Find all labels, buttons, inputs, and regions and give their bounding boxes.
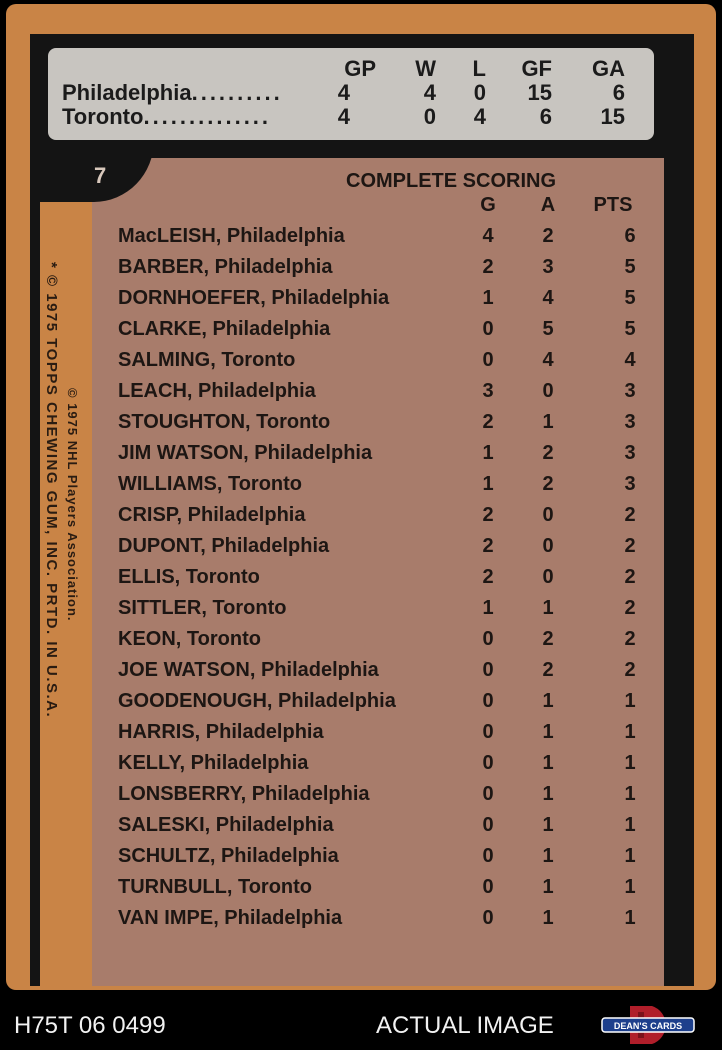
player-goals: 1 [482,287,494,309]
player-goals: 0 [482,783,494,805]
player-assists: 0 [542,504,554,526]
player-row [0,287,722,318]
player-row [0,566,722,597]
player-goals: 1 [482,442,494,464]
player-row [0,411,722,442]
player-name: BARBER, Philadelphia [118,256,333,278]
player-name: WILLIAMS, Toronto [118,473,303,495]
player-assists: 2 [542,659,554,681]
player-goals: 2 [482,411,494,433]
player-goals: 0 [482,690,494,712]
player-name: VAN IMPE, Philadelphia [118,907,343,929]
player-row [0,628,722,659]
player-assists: 0 [542,566,554,588]
header-gp: GP [344,56,376,81]
player-name: CLARKE, Philadelphia [118,318,331,340]
player-name: STOUGHTON, Toronto [118,411,331,433]
player-goals: 2 [482,566,494,588]
player-points: 5 [624,287,636,309]
header-l: L [472,56,486,81]
player-points: 4 [624,349,636,371]
player-assists: 0 [542,535,554,557]
team-gf: 15 [527,80,552,105]
player-points: 5 [624,256,636,278]
player-goals: 0 [482,318,494,340]
player-row [0,225,722,256]
player-assists: 2 [542,225,554,247]
player-row [0,845,722,876]
player-row [0,907,722,938]
player-assists: 1 [542,783,554,805]
player-name: ELLIS, Toronto [118,566,260,588]
player-goals: 2 [482,504,494,526]
player-goals: 1 [482,473,494,495]
copyright-topps: * © 1975 TOPPS CHEWING GUM, INC. PRTD. IN U.S.A. [43,262,60,719]
player-points: 6 [624,225,636,247]
team-name-philadelphia: Philadelphia.......... [62,80,283,105]
team-l: 0 [473,80,486,105]
team-ga: 15 [600,104,625,129]
player-goals: 0 [482,659,494,681]
player-assists: 1 [542,690,554,712]
player-row [0,349,722,380]
player-name: LONSBERRY, Philadelphia [118,783,370,805]
player-goals: 2 [482,256,494,278]
player-goals: 0 [482,721,494,743]
team-w: 4 [423,80,436,105]
player-row [0,783,722,814]
player-row [0,535,722,566]
player-row [0,473,722,504]
player-assists: 5 [542,318,554,340]
player-name: TURNBULL, Toronto [118,876,313,898]
player-goals: 2 [482,535,494,557]
team-gf: 6 [539,104,552,129]
player-points: 3 [624,380,636,402]
player-name: JIM WATSON, Philadelphia [118,442,373,464]
player-assists: 2 [542,473,554,495]
player-name: SITTLER, Toronto [118,597,287,619]
player-name: HARRIS, Philadelphia [118,721,324,743]
col-header-assists: A [540,194,556,216]
team-gp: 4 [337,104,350,129]
player-points: 1 [624,845,636,867]
player-assists: 1 [542,845,554,867]
player-points: 2 [624,504,636,526]
header-ga: GA [592,56,625,81]
player-assists: 1 [542,721,554,743]
player-points: 2 [624,535,636,557]
player-assists: 1 [542,411,554,433]
team-l: 4 [473,104,486,129]
player-row [0,597,722,628]
col-header-goals: G [480,194,496,216]
player-assists: 4 [542,287,554,309]
card-number: 7 [94,163,107,188]
player-name: SALESKI, Philadelphia [118,814,334,836]
player-goals: 0 [482,845,494,867]
player-name: SALMING, Toronto [118,349,296,371]
player-points: 1 [624,814,636,836]
player-name: MacLEISH, Philadelphia [118,225,345,247]
player-points: 1 [624,876,636,898]
player-goals: 0 [482,876,494,898]
inventory-code: H75T 06 0499 [14,1012,166,1039]
player-points: 3 [624,473,636,495]
player-points: 1 [624,690,636,712]
player-goals: 0 [482,907,494,929]
player-points: 1 [624,783,636,805]
player-points: 2 [624,597,636,619]
player-row [0,752,722,783]
scoring-title: COMPLETE SCORING [346,170,557,192]
player-row [0,318,722,349]
player-goals: 0 [482,752,494,774]
player-row [0,659,722,690]
player-assists: 3 [542,256,554,278]
copyright-nhlpa: © 1975 NHL Players Association. [65,388,80,622]
player-points: 2 [624,566,636,588]
player-points: 1 [624,907,636,929]
player-name: KEON, Toronto [118,628,261,650]
player-name: JOE WATSON, Philadelphia [118,659,379,681]
player-row [0,504,722,535]
player-row [0,721,722,752]
player-goals: 4 [482,225,494,247]
player-points: 1 [624,752,636,774]
player-name: LEACH, Philadelphia [118,380,316,402]
col-header-points: PTS [593,194,633,216]
player-name: GOODENOUGH, Philadelphia [118,690,396,712]
logo-text: DEAN'S CARDS [613,1021,683,1031]
header-gf: GF [521,56,552,81]
player-name: DORNHOEFER, Philadelphia [118,287,390,309]
player-name: CRISP, Philadelphia [118,504,306,526]
player-goals: 3 [482,380,494,402]
player-assists: 1 [542,876,554,898]
player-assists: 2 [542,628,554,650]
player-assists: 1 [542,814,554,836]
player-points: 5 [624,318,636,340]
player-points: 3 [624,442,636,464]
player-row [0,380,722,411]
player-assists: 1 [542,597,554,619]
player-assists: 2 [542,442,554,464]
player-row [0,256,722,287]
player-goals: 0 [482,814,494,836]
player-points: 2 [624,659,636,681]
team-gp: 4 [337,80,350,105]
team-w: 0 [423,104,436,129]
team-name-toronto: Toronto.............. [62,104,272,129]
player-goals: 0 [482,349,494,371]
player-name: SCHULTZ, Philadelphia [118,845,339,867]
player-goals: 0 [482,628,494,650]
player-points: 2 [624,628,636,650]
player-goals: 1 [482,597,494,619]
player-row [0,690,722,721]
player-assists: 4 [542,349,554,371]
player-row [0,814,722,845]
player-assists: 1 [542,907,554,929]
header-w: W [415,56,436,81]
player-assists: 0 [542,380,554,402]
player-row [0,876,722,907]
player-name: KELLY, Philadelphia [118,752,309,774]
player-row [0,442,722,473]
actual-image-label: ACTUAL IMAGE [376,1012,554,1039]
deans-cards-logo [600,1004,696,1046]
player-name: DUPONT, Philadelphia [118,535,330,557]
player-points: 1 [624,721,636,743]
player-points: 3 [624,411,636,433]
player-assists: 1 [542,752,554,774]
team-ga: 6 [612,80,625,105]
